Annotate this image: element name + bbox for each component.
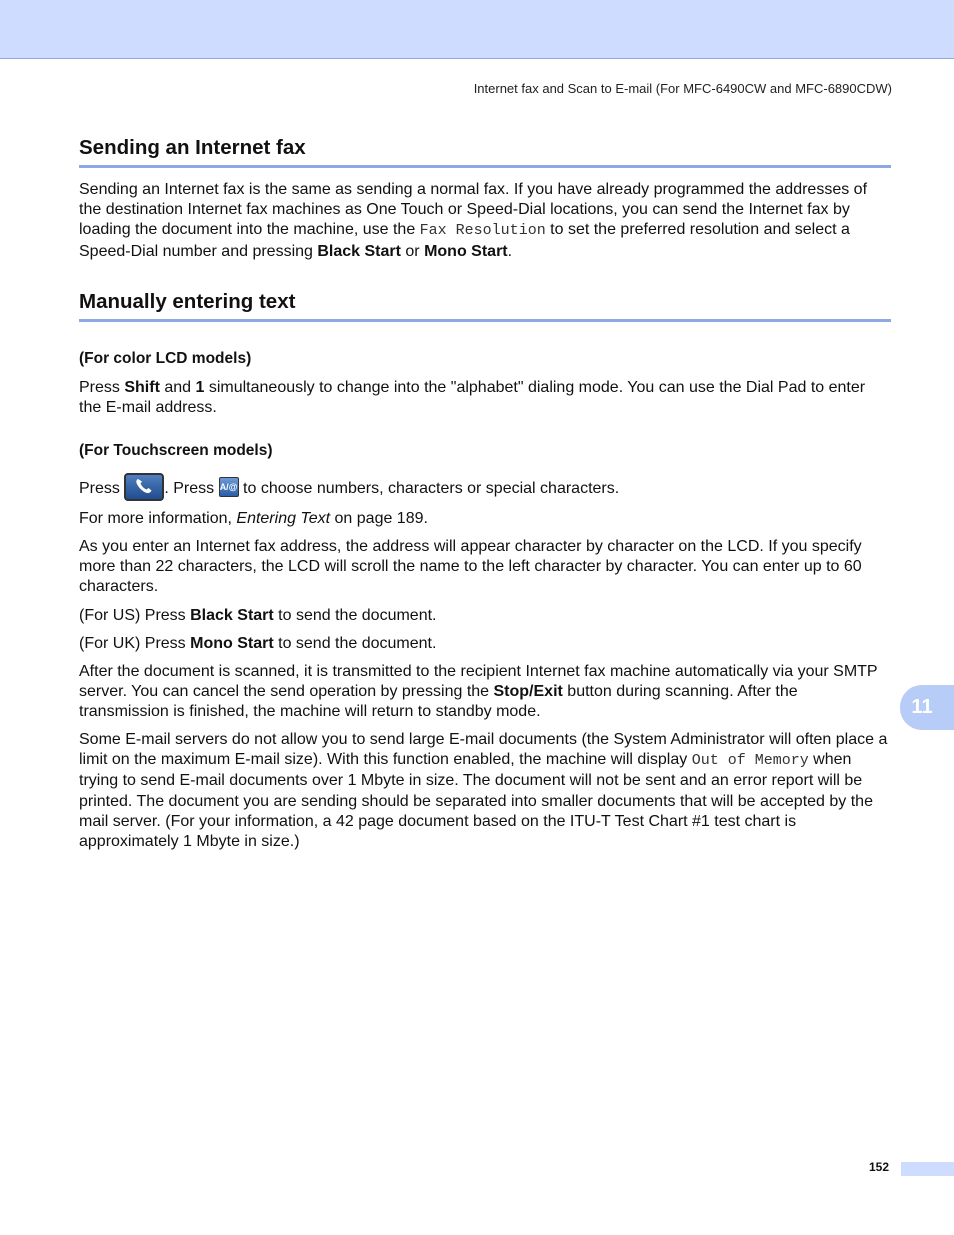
paragraph-address-scroll: As you enter an Internet fax address, the address will appear character by character on the LCD. If you specify more than 22 characters, the LCD will scroll the name to the left character by character. You can enter up to 60 characters. (79, 538, 862, 596)
paragraph-more-information: For more information, Entering Text on page 189. (79, 510, 428, 527)
paragraph-touchscreen: Press . Press A/@ to choose numbers, characters or special characters. (79, 475, 891, 503)
section-title-manually-entering-text: Manually entering text (79, 290, 891, 322)
alphabet-mode-icon: A/@ (219, 477, 239, 497)
key-shift: Shift (124, 379, 160, 396)
footer-bar (901, 1162, 954, 1176)
section-title-sending-internet-fax: Sending an Internet fax (79, 136, 891, 168)
key-stop-exit: Stop/Exit (493, 683, 563, 701)
phone-button-icon (124, 473, 164, 501)
key-mono-start: Mono Start (190, 635, 274, 652)
key-mono-start: Mono Start (424, 242, 508, 260)
chapter-tab: 11 (900, 685, 954, 730)
subheading-touchscreen: (For Touchscreen models) (79, 442, 273, 459)
cross-reference-link[interactable]: Entering Text (236, 510, 331, 527)
page-number: 152 (869, 1160, 890, 1174)
key-1: 1 (195, 379, 205, 396)
subheading-color-lcd: (For color LCD models) (79, 350, 252, 367)
paragraph-after-scan: After the document is scanned, it is transmitted to the recipient Internet fax machine automatically via your SMTP server. You can cancel the send operation by pressing the Stop/Exit button during scanning. After the transmission is finished, the machine will return to standby mode. (79, 663, 878, 721)
paragraph-email-servers: Some E-mail servers do not allow you to send large E-mail documents (the System Administrator will often place a limit on the maximum E-mail size). With this function enabled, the machine will display Out of Memory when trying to send E-mail documents over 1 Mbyte in size. The document will not be sent and an error report will be printed. The document you are sending should be separated into smaller documents that will be accepted by the mail server. (For your information, a 42 page document based on the ITU-T Test Chart #1 test chart is approximately 1 Mbyte in size.) (79, 731, 888, 851)
phone-icon (135, 478, 153, 494)
lcd-text-fax-resolution: Fax Resolution (419, 222, 546, 240)
paragraph-uk-send: (For UK) Press Mono Start to send the document. (79, 635, 437, 652)
header-band (0, 0, 954, 59)
key-black-start: Black Start (317, 242, 401, 260)
paragraph-us-send: (For US) Press Black Start to send the document. (79, 607, 437, 624)
paragraph-sending-internet-fax: Sending an Internet fax is the same as sending a normal fax. If you have already programmed the addresses of the destination Internet fax machines as One Touch or Speed-Dial locations, you can send the Internet fax by loading the document into the machine, use the Fax Resolution to set the preferred resolution and select a Speed-Dial number and pressing Black Start or Mono Start. (79, 181, 868, 260)
paragraph-color-lcd: Press Shift and 1 simultaneously to change into the "alphabet" dialing mode. You can use the Dial Pad to enter the E-mail address. (79, 379, 866, 417)
key-black-start: Black Start (190, 607, 274, 624)
running-header: Internet fax and Scan to E-mail (For MFC-6490CW and MFC-6890CDW) (473, 81, 892, 96)
lcd-text-out-of-memory: Out of Memory (691, 752, 809, 770)
